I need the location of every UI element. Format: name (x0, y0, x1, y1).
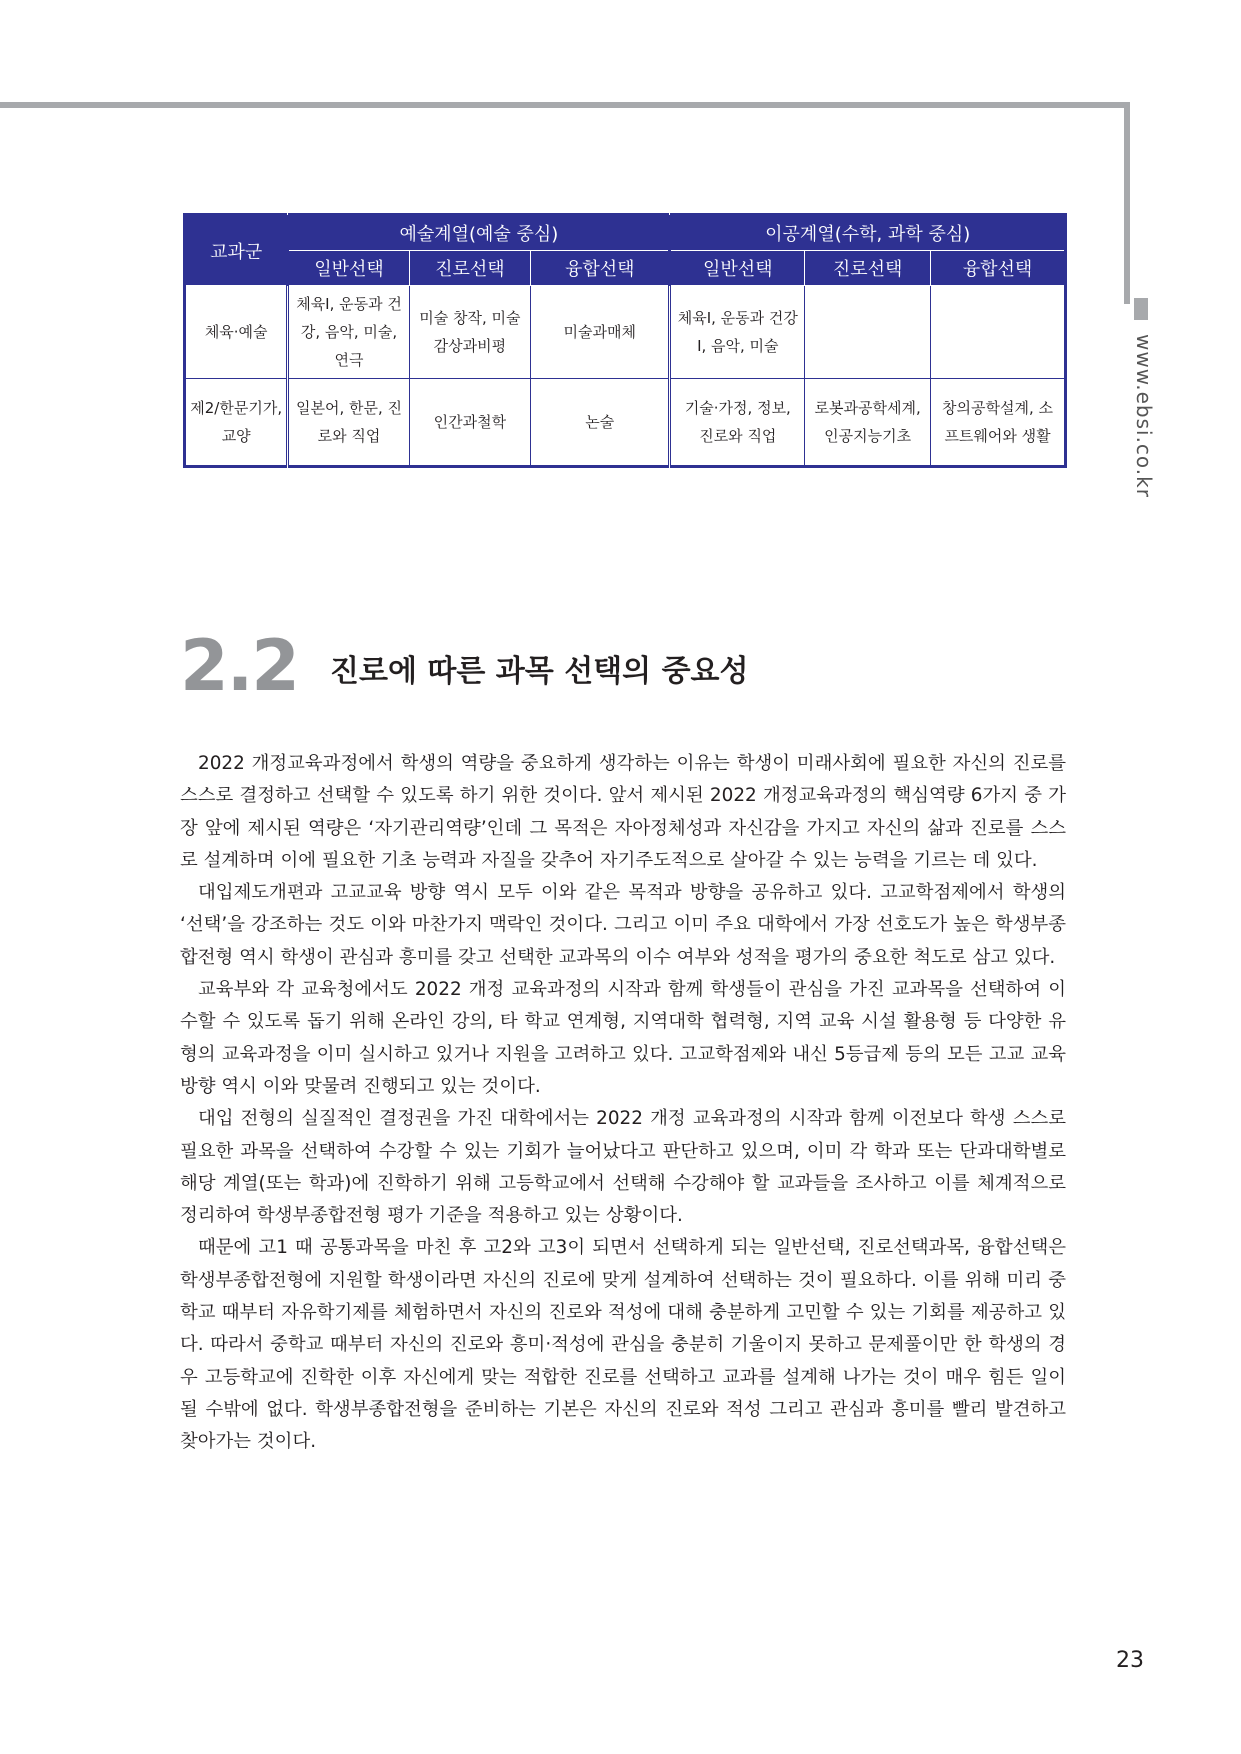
table-row (185, 286, 1066, 379)
body-text (180, 748, 1066, 1459)
table-cell: 창의공학설계, 소프트웨어와 생활 (931, 379, 1066, 467)
section-title: 진로에 따른 과목 선택의 중요성 (330, 654, 749, 689)
row-subject-cell: 제2/한문기가,교양 (185, 379, 288, 467)
table-cell: 논술 (531, 379, 670, 467)
subheader-cell: 일반선택 (288, 251, 409, 286)
page-number: 23 (1116, 1648, 1144, 1673)
paragraph: 교육부와 각 교육청에서도 2022 개정 교육과정의 시작과 함께 학생들이 관심을 가진 교과목을 선택하여 이수할 수 있도록 돕기 위해 온라인 강의, 타 학교 연계형, 지역대학 협력형, 지역 교육 시설 활용형 등 다양한 유형의 교육과정을 이미 실시하고 있거나 지원을 고려하고 있다. 고교학점제와 내신 5등급제 등의 모든 고교 교육 방향 역시 이와 맞물려 진행되고 있는 것이다. (180, 979, 1066, 1097)
paragraph: 2022 개정교육과정에서 학생의 역량을 중요하게 생각하는 이유는 학생이 미래사회에 필요한 자신의 진로를 스스로 결정하고 선택할 수 있도록 하기 위한 것이다. 앞서 제시된 2022 개정교육과정의 핵심역량 6가지 중 가장 앞에 제시된 역량은 ‘자기관리역량’인데 그 목적은 자아정체성과 자신감을 가지고 자신의 삶과 진로를 스스로 설계하며 이에 필요한 기초 능력과 자질을 갖추어 자기주도적으로 살아갈 수 있는 능력을 기르는 데 있다. (180, 753, 1066, 871)
table-row (185, 379, 1066, 467)
header-subject-group: 교과군 (185, 215, 288, 286)
table-cell: 체육Ⅰ, 운동과 건강, 음악, 미술, 연극 (288, 286, 409, 379)
table-cell: 미술 창작, 미술감상과비평 (409, 286, 530, 379)
subheader-cell: 융합선택 (531, 251, 670, 286)
subheader-cell: 진로선택 (409, 251, 530, 286)
table-cell: 미술과매체 (531, 286, 670, 379)
table-cell (805, 286, 931, 379)
header-science-track: 이공계열(수학, 과학 중심) (670, 215, 1066, 251)
paragraph: 대입 전형의 실질적인 결정권을 가진 대학에서는 2022 개정 교육과정의 시작과 함께 이전보다 학생 스스로 필요한 과목을 선택하여 수강할 수 있는 기회가 늘어났다고 판단하고 있으며, 이미 각 학과 또는 단과대학별로 해당 계열(또는 학과)에 진학하기 위해 고등학교에서 선택해 수강해야 할 교과들을 조사하고 이를 체계적으로 정리하여 학생부종합전형 평가 기준을 적용하고 있는 상황이다. (180, 1108, 1066, 1227)
subheader-cell: 일반선택 (670, 251, 805, 286)
header-arts-track: 예술계열(예술 중심) (288, 215, 670, 251)
row-subject-cell: 체육·예술 (185, 286, 288, 379)
side-tab-marker (1134, 298, 1148, 320)
subheader-cell: 진로선택 (805, 251, 931, 286)
table-cell: 기술·가정, 정보, 진로와 직업 (670, 379, 805, 467)
section-number: 2.2 (180, 625, 299, 707)
top-frame-rule (0, 102, 1130, 108)
right-frame-rule (1124, 102, 1130, 304)
table-cell: 일본어, 한문, 진로와 직업 (288, 379, 409, 467)
side-url: www.ebsi.co.kr (1132, 334, 1156, 498)
table-cell (931, 286, 1066, 379)
table-cell: 인간과철학 (409, 379, 530, 467)
subheader-cell: 융합선택 (931, 251, 1066, 286)
table-cell: 로봇과공학세계, 인공지능기초 (805, 379, 931, 467)
curriculum-table (183, 213, 1067, 468)
paragraph: 대입제도개편과 고교교육 방향 역시 모두 이와 같은 목적과 방향을 공유하고 있다. 고교학점제에서 학생의 ‘선택’을 강조하는 것도 이와 마찬가지 맥락인 것이다. 그리고 이미 주요 대학에서 가장 선호도가 높은 학생부종합전형 역시 학생이 관심과 흥미를 갖고 선택한 교과목의 이수 여부와 성적을 평가의 중요한 척도로 삼고 있다. (180, 882, 1066, 968)
paragraph: 때문에 고1 때 공통과목을 마친 후 고2와 고3이 되면서 선택하게 되는 일반선택, 진로선택과목, 융합선택은 학생부종합전형에 지원할 학생이라면 자신의 진로에 맞게 설계하여 선택하는 것이 필요하다. 이를 위해 미리 중학교 때부터 자유학기제를 체험하면서 자신의 진로와 적성에 대해 충분하게 고민할 수 있는 기회를 제공하고 있다. 따라서 중학교 때부터 자신의 진로와 흥미·적성에 관심을 충분히 기울이지 못하고 문제풀이만 한 학생의 경우 고등학교에 진학한 이후 자신에게 맞는 적합한 진로를 선택하고 교과를 설계해 나가는 것이 매우 힘든 일이 될 수밖에 없다. 학생부종합전형을 준비하는 기본은 자신의 진로와 적성 그리고 관심과 흥미를 빨리 발견하고 찾아가는 것이다. (180, 1237, 1066, 1453)
table-cell: 체육Ⅰ, 운동과 건강Ⅰ, 음악, 미술 (670, 286, 805, 379)
